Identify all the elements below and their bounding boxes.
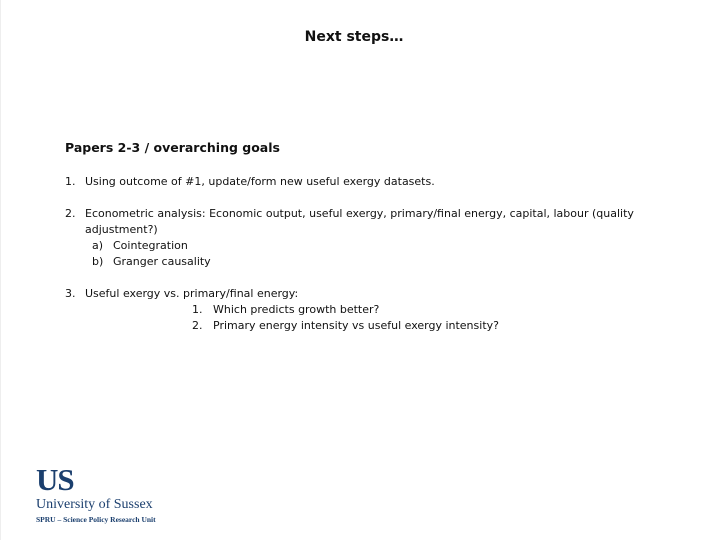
list-item-text: Using outcome of #1, update/form new useful exergy datasets. bbox=[85, 175, 435, 188]
logo-university-name: University of Sussex bbox=[36, 497, 153, 512]
sub-list-item-text: Cointegration bbox=[113, 239, 188, 252]
list-item-number: 1. bbox=[65, 175, 76, 188]
section-heading: Papers 2-3 / overarching goals bbox=[65, 140, 280, 155]
goals-list bbox=[65, 174, 685, 334]
logo-mark: US bbox=[36, 462, 74, 497]
university-logo bbox=[36, 462, 156, 525]
slide-left-edge bbox=[0, 0, 1, 540]
sub-list-item-number: a) bbox=[92, 239, 104, 252]
list-item-number: 2. bbox=[65, 207, 76, 220]
sub-list-item bbox=[85, 318, 685, 334]
list-item-text: Econometric analysis: Economic output, useful exergy, primary/final energy, capital, labour (quality adjustment?) bbox=[85, 207, 634, 236]
sub-list-item bbox=[85, 254, 685, 270]
list-item-text: Useful exergy vs. primary/final energy: bbox=[85, 287, 299, 300]
list-item bbox=[65, 286, 685, 334]
sub-list-item-number: 2. bbox=[192, 319, 203, 332]
sub-list-item-text: Primary energy intensity vs useful exergy intensity? bbox=[213, 319, 499, 332]
sub-list-item-number: 1. bbox=[192, 303, 203, 316]
sub-list-item-number: b) bbox=[92, 255, 104, 268]
sub-list-item-text: Which predicts growth better? bbox=[213, 303, 380, 316]
slide-title: Next steps… bbox=[304, 29, 404, 45]
list-item bbox=[65, 206, 685, 270]
list-item-number: 3. bbox=[65, 287, 76, 300]
logo-unit-name: SPRU – Science Policy Research Unit bbox=[36, 515, 156, 524]
sub-list-item bbox=[85, 238, 685, 254]
sub-list-item bbox=[85, 302, 685, 318]
sub-list-item-text: Granger causality bbox=[113, 255, 211, 268]
list-item bbox=[65, 174, 685, 190]
